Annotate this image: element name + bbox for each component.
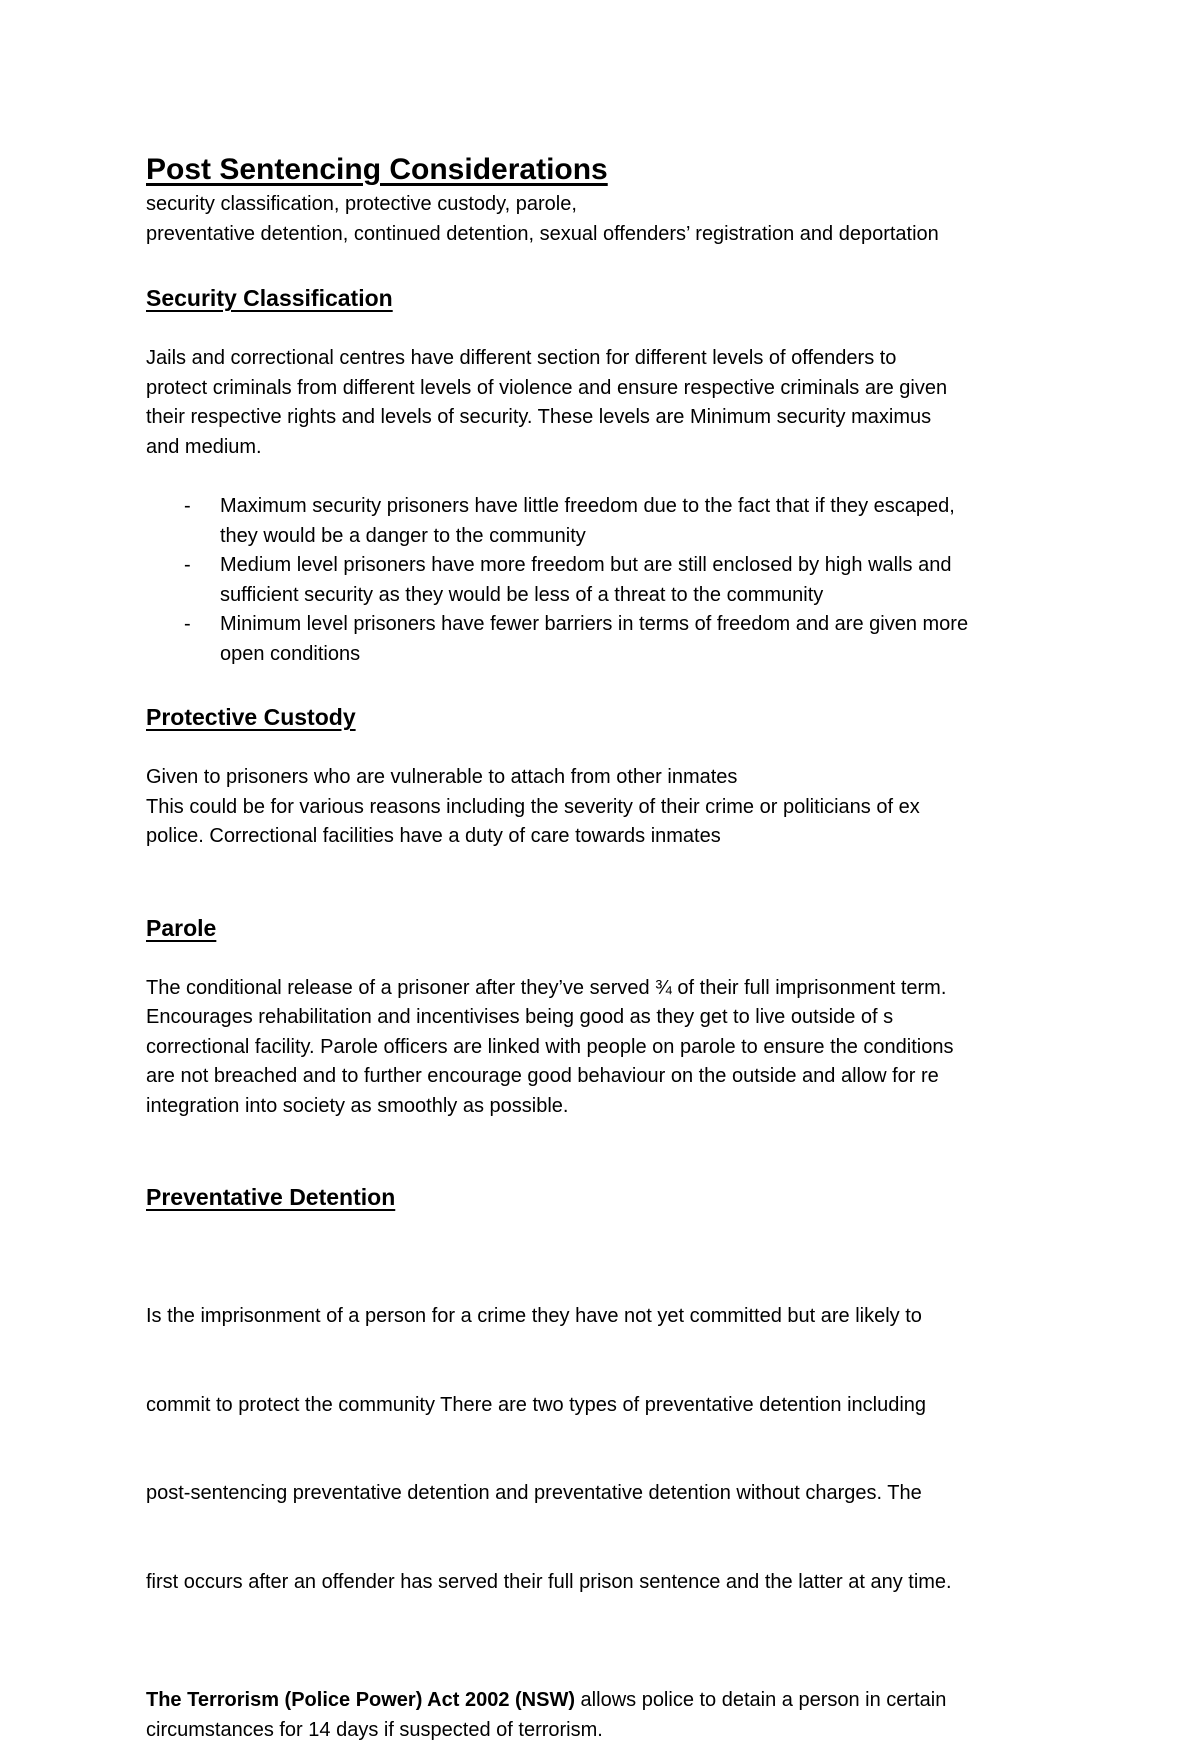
paragraph-line: Given to prisoners who are vulnerable to attach from other inmates	[146, 763, 1076, 793]
paragraph-line: Encourages rehabilitation and incentivises being good as they get to live outside of s	[146, 1003, 1076, 1033]
paragraph-line: and medium.	[146, 433, 1076, 463]
paragraph-line: correctional facility. Parole officers are linked with people on parole to ensure the conditions	[146, 1033, 1076, 1063]
intro-line-1: security classification, protective custody, parole,	[146, 190, 1076, 220]
list-item-line: Medium level prisoners have more freedom but are still enclosed by high walls and	[220, 551, 1076, 581]
dash-bullet: -	[184, 610, 191, 640]
preventative-detention-heading: Preventative Detention	[146, 1181, 1076, 1213]
page-title: Post Sentencing Considerations	[146, 150, 1076, 190]
paragraph-line: integration into society as smoothly as possible.	[146, 1092, 1076, 1122]
list-item-line: Maximum security prisoners have little freedom due to the fact that if they escaped,	[220, 492, 1076, 522]
list-item-line: Minimum level prisoners have fewer barriers in terms of freedom and are given more	[220, 610, 1076, 640]
security-levels-list	[146, 492, 1076, 669]
list-item-line: open conditions	[220, 640, 1076, 670]
dash-bullet: -	[184, 492, 191, 522]
list-item-line: they would be a danger to the community	[220, 522, 1076, 552]
paragraph-line: The conditional release of a prisoner after they’ve served ¾ of their full imprisonment term.	[146, 974, 1076, 1004]
parole-paragraph	[146, 974, 1076, 1122]
dash-bullet: -	[184, 551, 191, 581]
paragraph-line: post-sentencing preventative detention and preventative detention without charges. The	[146, 1479, 1076, 1509]
document-page	[146, 150, 1076, 1745]
paragraph-line: protect criminals from different levels of violence and ensure respective criminals are given	[146, 374, 1076, 404]
paragraph-line: commit to protect the community There are two types of preventative detention including	[146, 1391, 1076, 1421]
paragraph-line	[146, 1686, 1076, 1716]
list-item	[146, 492, 1076, 551]
paragraph-line: circumstances for 14 days if suspected of terrorism.	[146, 1716, 1076, 1745]
list-item	[146, 610, 1076, 669]
protective-custody-heading: Protective Custody	[146, 701, 1076, 733]
act-description: allows police to detain a person in certain	[575, 1689, 946, 1711]
paragraph-line: are not breached and to further encourage good behaviour on the outside and allow for re	[146, 1062, 1076, 1092]
paragraph-line: police. Correctional facilities have a duty of care towards inmates	[146, 822, 1076, 852]
paragraph-line: their respective rights and levels of security. These levels are Minimum security maximus	[146, 403, 1076, 433]
paragraph-line: This could be for various reasons including the severity of their crime or politicians of ex	[146, 793, 1076, 823]
intro-line-2: preventative detention, continued detention, sexual offenders’ registration and deportation	[146, 220, 1076, 250]
terrorism-act-paragraph	[146, 1686, 1076, 1745]
security-classification-paragraph	[146, 344, 1076, 462]
preventative-detention-paragraph	[146, 1243, 1076, 1656]
list-item	[146, 551, 1076, 610]
act-name: The Terrorism (Police Power) Act 2002 (NSW)	[146, 1689, 575, 1711]
protective-custody-paragraph	[146, 763, 1076, 852]
paragraph-line: Is the imprisonment of a person for a crime they have not yet committed but are likely to	[146, 1302, 1076, 1332]
paragraph-line: first occurs after an offender has served their full prison sentence and the latter at any time.	[146, 1568, 1076, 1598]
paragraph-line: Jails and correctional centres have different section for different levels of offenders to	[146, 344, 1076, 374]
list-item-line: sufficient security as they would be less of a threat to the community	[220, 581, 1076, 611]
parole-heading: Parole	[146, 912, 1076, 944]
security-classification-heading: Security Classification	[146, 282, 1076, 314]
intro-paragraph	[146, 190, 1076, 249]
